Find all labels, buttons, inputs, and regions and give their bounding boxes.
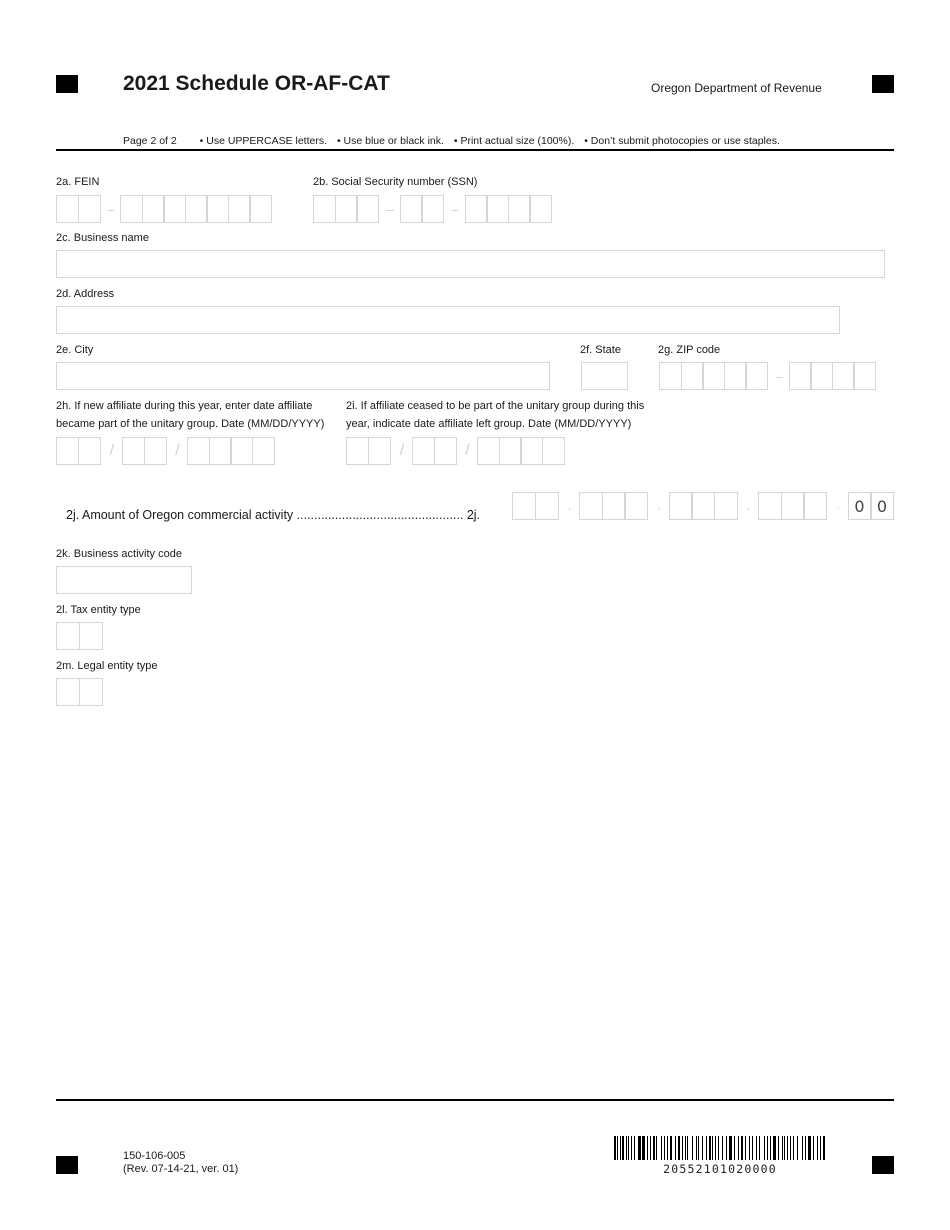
address-field[interactable]: [56, 306, 840, 334]
dash-separator: –: [451, 201, 459, 217]
zip-digit[interactable]: [724, 362, 747, 390]
date-digit[interactable]: [542, 437, 565, 465]
fein-digit[interactable]: [249, 195, 272, 223]
business-name-field[interactable]: [56, 250, 885, 278]
business-name-label: 2c. Business name: [56, 232, 149, 244]
tax-entity-label: 2l. Tax entity type: [56, 604, 141, 616]
commercial-activity-label: 2j. Amount of Oregon commercial activity ................................................ 2j.: [66, 508, 481, 522]
form-number: 150-106-005: [123, 1150, 186, 1162]
activity-code-label: 2k. Business activity code: [56, 548, 182, 560]
form-revision: (Rev. 07-14-21, ver. 01): [123, 1163, 239, 1175]
date-digit[interactable]: [230, 437, 253, 465]
slash-separator: /: [175, 442, 180, 459]
ssn-digit[interactable]: [356, 195, 379, 223]
fein-digit[interactable]: [120, 195, 143, 223]
form-number-block: [123, 1150, 238, 1176]
page-title: 2021 Schedule OR-AF-CAT: [123, 72, 390, 95]
activity-code-field[interactable]: [56, 566, 192, 594]
dash-separator: –: [775, 368, 783, 384]
amount-digit[interactable]: [758, 492, 782, 520]
tax-entity-digit[interactable]: [56, 622, 80, 650]
date-digit[interactable]: [78, 437, 101, 465]
amount-digit[interactable]: [714, 492, 738, 520]
registration-mark: [872, 75, 894, 93]
zip-digit[interactable]: [853, 362, 876, 390]
instruction-print-size: • Print actual size (100%).: [453, 135, 575, 147]
comma-separator: ,: [567, 500, 572, 512]
zip-digit[interactable]: [659, 362, 682, 390]
legal-entity-digit[interactable]: [79, 678, 103, 706]
ssn-label: 2b. Social Security number (SSN): [313, 176, 478, 188]
amount-digit[interactable]: [781, 492, 805, 520]
date-digit[interactable]: [346, 437, 369, 465]
date-digit[interactable]: [252, 437, 275, 465]
fein-input[interactable]: [56, 195, 272, 223]
tax-entity-input[interactable]: [56, 622, 103, 650]
date-digit[interactable]: [187, 437, 210, 465]
dash-separator: –: [386, 201, 394, 217]
date-digit[interactable]: [412, 437, 435, 465]
date-digit[interactable]: [520, 437, 543, 465]
legal-entity-label: 2m. Legal entity type: [56, 660, 158, 672]
tax-entity-digit[interactable]: [79, 622, 103, 650]
fein-digit[interactable]: [78, 195, 101, 223]
slash-separator: /: [399, 442, 405, 459]
cents-digit: 0: [870, 492, 894, 520]
date-digit[interactable]: [368, 437, 391, 465]
ceased-affiliate-label-line1: 2i. If affiliate ceased to be part of the unitary group during this: [346, 400, 645, 412]
barcode-number: 20552101020000: [663, 1162, 777, 1176]
ssn-input[interactable]: [313, 195, 552, 223]
registration-mark: [56, 1156, 78, 1174]
dash-separator: –: [107, 201, 115, 217]
amount-digit[interactable]: [624, 492, 648, 520]
ssn-digit[interactable]: [465, 195, 488, 223]
new-affiliate-label-line1: 2h. If new affiliate during this year, enter date affiliate: [56, 400, 313, 412]
department-name: Oregon Department of Revenue: [651, 81, 822, 95]
fein-digit[interactable]: [163, 195, 186, 223]
date-digit[interactable]: [209, 437, 232, 465]
fein-digit[interactable]: [185, 195, 208, 223]
zip-digit[interactable]: [789, 362, 812, 390]
comma-separator: ,: [657, 500, 661, 512]
zip-label: 2g. ZIP code: [658, 344, 721, 356]
page-indicator: Page 2 of 2: [123, 135, 177, 147]
date-digit[interactable]: [56, 437, 79, 465]
instruction-ink: • Use blue or black ink.: [336, 135, 444, 147]
legal-entity-digit[interactable]: [56, 678, 80, 706]
commercial-activity-amount-input[interactable]: [512, 492, 894, 520]
city-label: 2e. City: [56, 344, 94, 356]
new-affiliate-date-input[interactable]: [56, 437, 275, 465]
slash-separator: /: [109, 442, 115, 459]
zip-digit[interactable]: [745, 362, 768, 390]
city-field[interactable]: [56, 362, 550, 390]
registration-mark: [872, 1156, 894, 1174]
instructions-line: [123, 135, 787, 147]
fein-digit[interactable]: [142, 195, 165, 223]
ceased-affiliate-label-line2: year, indicate date affiliate left group. Date (MM/DD/YYYY): [346, 418, 632, 430]
registration-mark: [56, 75, 78, 93]
address-label: 2d. Address: [56, 288, 115, 300]
state-label: 2f. State: [580, 344, 621, 356]
amount-digit[interactable]: [602, 492, 626, 520]
date-digit[interactable]: [477, 437, 500, 465]
ssn-digit[interactable]: [335, 195, 358, 223]
comma-separator: ,: [746, 500, 751, 512]
cents-digit: 0: [848, 492, 872, 520]
ssn-digit[interactable]: [313, 195, 336, 223]
amount-digit[interactable]: [535, 492, 559, 520]
ssn-digit[interactable]: [508, 195, 531, 223]
state-field[interactable]: [581, 362, 628, 390]
fein-digit[interactable]: [56, 195, 79, 223]
new-affiliate-label-line2: became part of the unitary group. Date (MM/DD/YYYY): [56, 418, 325, 430]
ssn-digit[interactable]: [529, 195, 552, 223]
zip-digit[interactable]: [702, 362, 725, 390]
amount-digit[interactable]: [691, 492, 715, 520]
slash-separator: /: [465, 442, 470, 459]
fein-label: 2a. FEIN: [56, 176, 100, 188]
zip-digit[interactable]: [832, 362, 855, 390]
date-digit[interactable]: [144, 437, 167, 465]
fein-digit[interactable]: [206, 195, 229, 223]
zip-digit[interactable]: [681, 362, 704, 390]
ssn-digit[interactable]: [486, 195, 509, 223]
amount-digit[interactable]: [803, 492, 827, 520]
fein-digit[interactable]: [228, 195, 251, 223]
zip-input[interactable]: [659, 362, 876, 390]
instruction-no-photocopies: • Don’t submit photocopies or use staples.: [584, 135, 780, 147]
amount-digit[interactable]: [669, 492, 693, 520]
zip-digit[interactable]: [810, 362, 833, 390]
decimal-separator: .: [836, 500, 840, 512]
ssn-digit[interactable]: [400, 195, 423, 223]
date-digit[interactable]: [434, 437, 457, 465]
footer-rule: [56, 1099, 894, 1101]
ceased-affiliate-date-input[interactable]: [346, 437, 565, 465]
date-digit[interactable]: [499, 437, 522, 465]
date-digit[interactable]: [122, 437, 145, 465]
amount-digit[interactable]: [579, 492, 603, 520]
amount-digit[interactable]: [512, 492, 536, 520]
legal-entity-input[interactable]: [56, 678, 103, 706]
ssn-digit[interactable]: [421, 195, 444, 223]
instruction-uppercase: • Use UPPERCASE letters.: [199, 135, 328, 147]
header-rule: [56, 149, 894, 151]
barcode: [614, 1136, 826, 1160]
